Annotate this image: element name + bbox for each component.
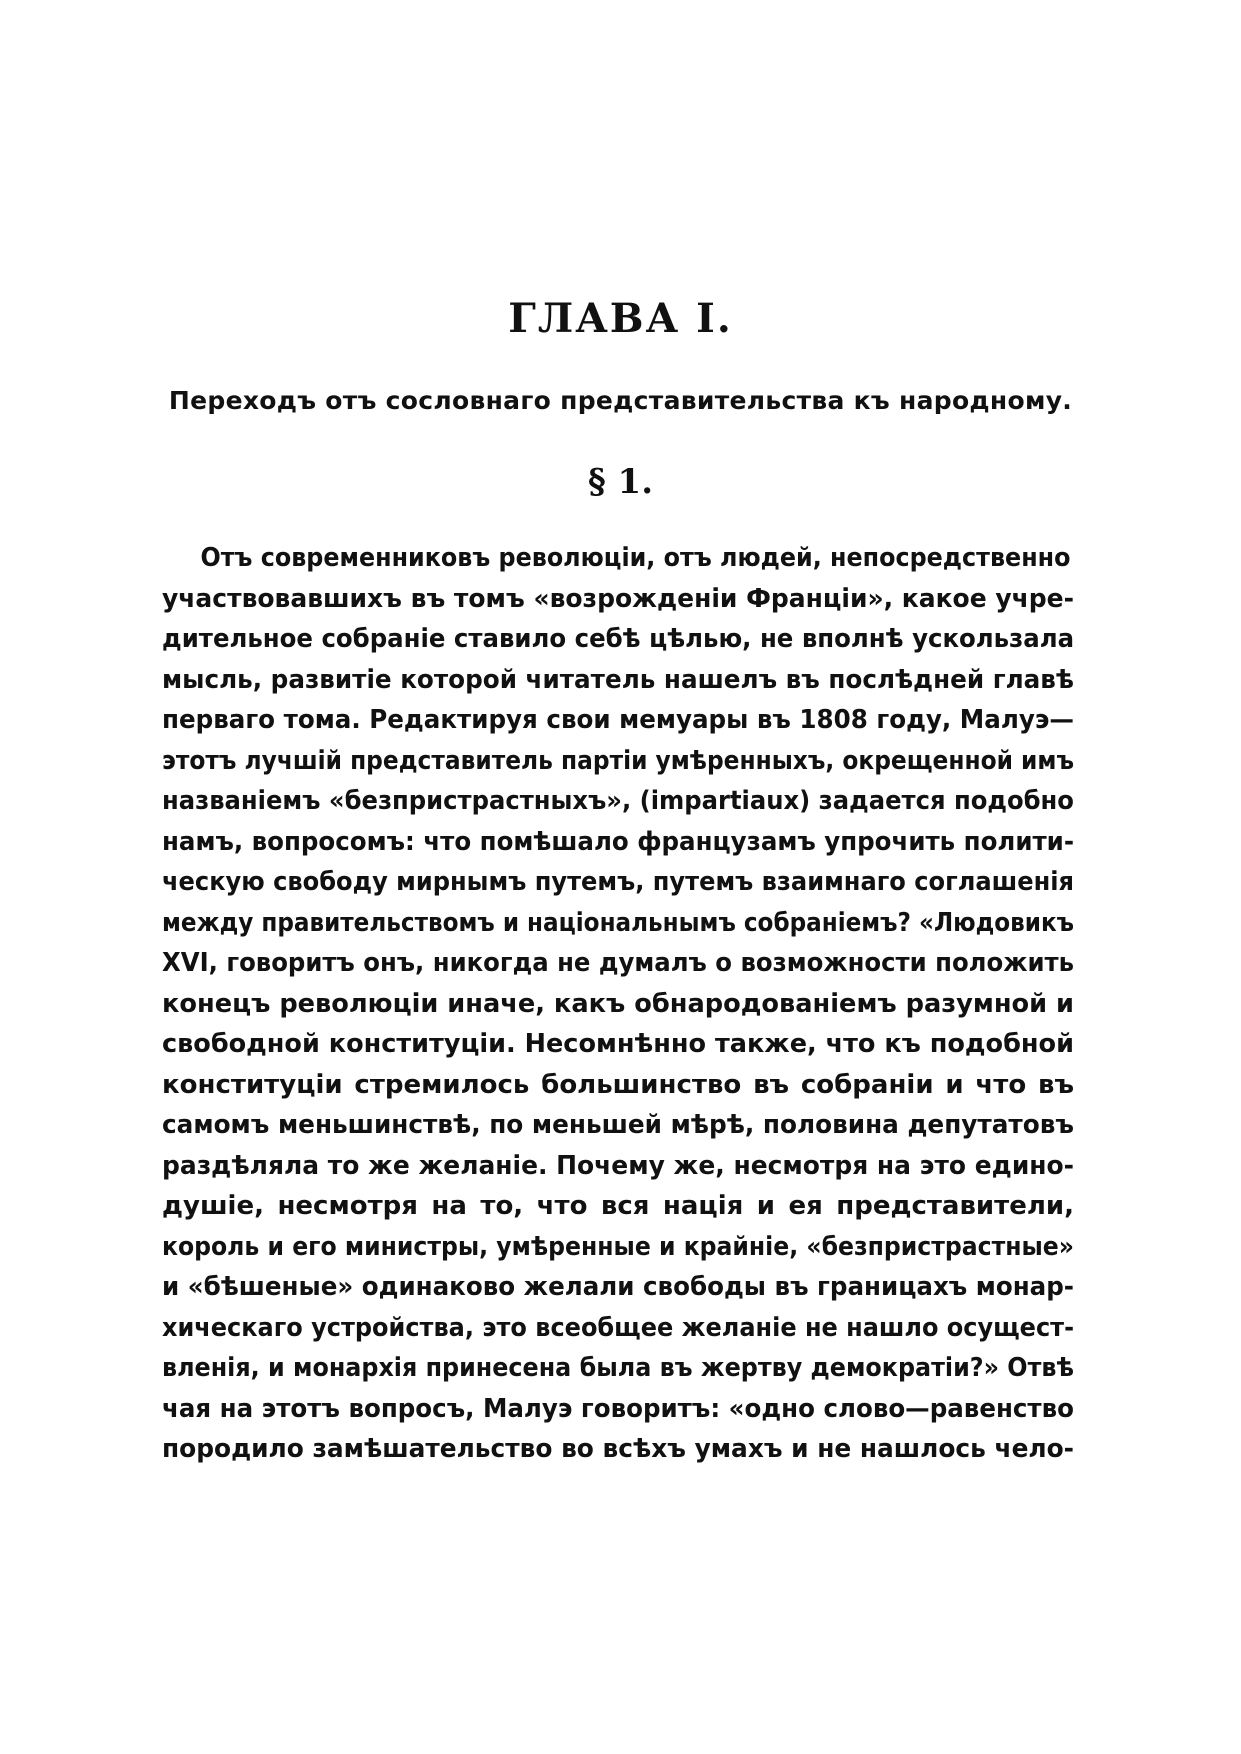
text-line: этотъ лучшій представитель партіи умѣренныхъ, окрещенной имъ	[162, 745, 1075, 776]
text-line: названіемъ «безпристрастныхъ», (impartiaux) задается подобно	[162, 786, 1074, 816]
text-line: вленія, и монархія принесена была въ жертву демократіи?» Отвѣ	[162, 1353, 1075, 1383]
text-line: король и его министры, умѣренные и крайніе, «безпристрастные»	[162, 1231, 1074, 1262]
text-line: ческую свободу мирнымъ путемъ, путемъ взаимнаго соглашенія	[162, 867, 1075, 897]
text-line: и «бѣшеные» одинаково желали свободы въ границахъ монар-	[162, 1272, 1075, 1302]
text-line: участвовавшихъ въ томъ «возрожденіи Франціи», какое учре-	[162, 583, 1074, 614]
body-paragraph	[162, 538, 1074, 1470]
text-line: Отъ современниковъ революціи, отъ людей, непосредственно	[200, 543, 1071, 573]
text-line: конецъ революціи иначе, какъ обнародованіемъ разумной и	[162, 988, 1075, 1019]
text-line: дительное собраніе ставило себѣ цѣлью, не вполнѣ ускользала	[162, 624, 1075, 654]
text-line: мысль, развитіе которой читатель нашелъ въ послѣдней главѣ	[162, 664, 1075, 695]
text-line: чая на этотъ вопросъ, Малуэ говоритъ: «одно слово—равенство	[162, 1393, 1075, 1424]
text-line: душіе, несмотря на то, что вся нація и ея представители,	[162, 1191, 1074, 1221]
text-line: конституціи стремилось большинство въ собраніи и что въ	[162, 1069, 1074, 1100]
text-line: самомъ меньшинствѣ, по меньшей мѣрѣ, половина депутатовъ	[162, 1110, 1074, 1140]
text-line: перваго тома. Редактируя свои мемуары въ 1808 году, Малуэ—	[162, 705, 1074, 735]
text-line: XVI, говоритъ онъ, никогда не думалъ о возможности положить	[162, 948, 1074, 978]
text-line: породило замѣшательство во всѣхъ умахъ и не нашлось чело-	[162, 1434, 1074, 1464]
text-line: свободной конституціи. Несомнѣнно также, что къ подобной	[162, 1029, 1074, 1059]
chapter-subtitle: Переходъ отъ сословнаго представительства къ народному.	[168, 386, 1073, 415]
chapter-title: ГЛАВА I.	[508, 295, 733, 342]
text-line: намъ, вопросомъ: что помѣшало французамъ упрочить полити-	[162, 826, 1075, 857]
text-line: между правительствомъ и національнымъ собраніемъ? «Людовикъ	[162, 907, 1075, 938]
text-line: раздѣляла то же желаніе. Почему же, несмотря на это едино-	[162, 1150, 1075, 1181]
section-mark: § 1.	[587, 462, 654, 502]
text-line: хическаго устройства, это всеобщее желаніе не нашло осущест-	[162, 1312, 1075, 1343]
